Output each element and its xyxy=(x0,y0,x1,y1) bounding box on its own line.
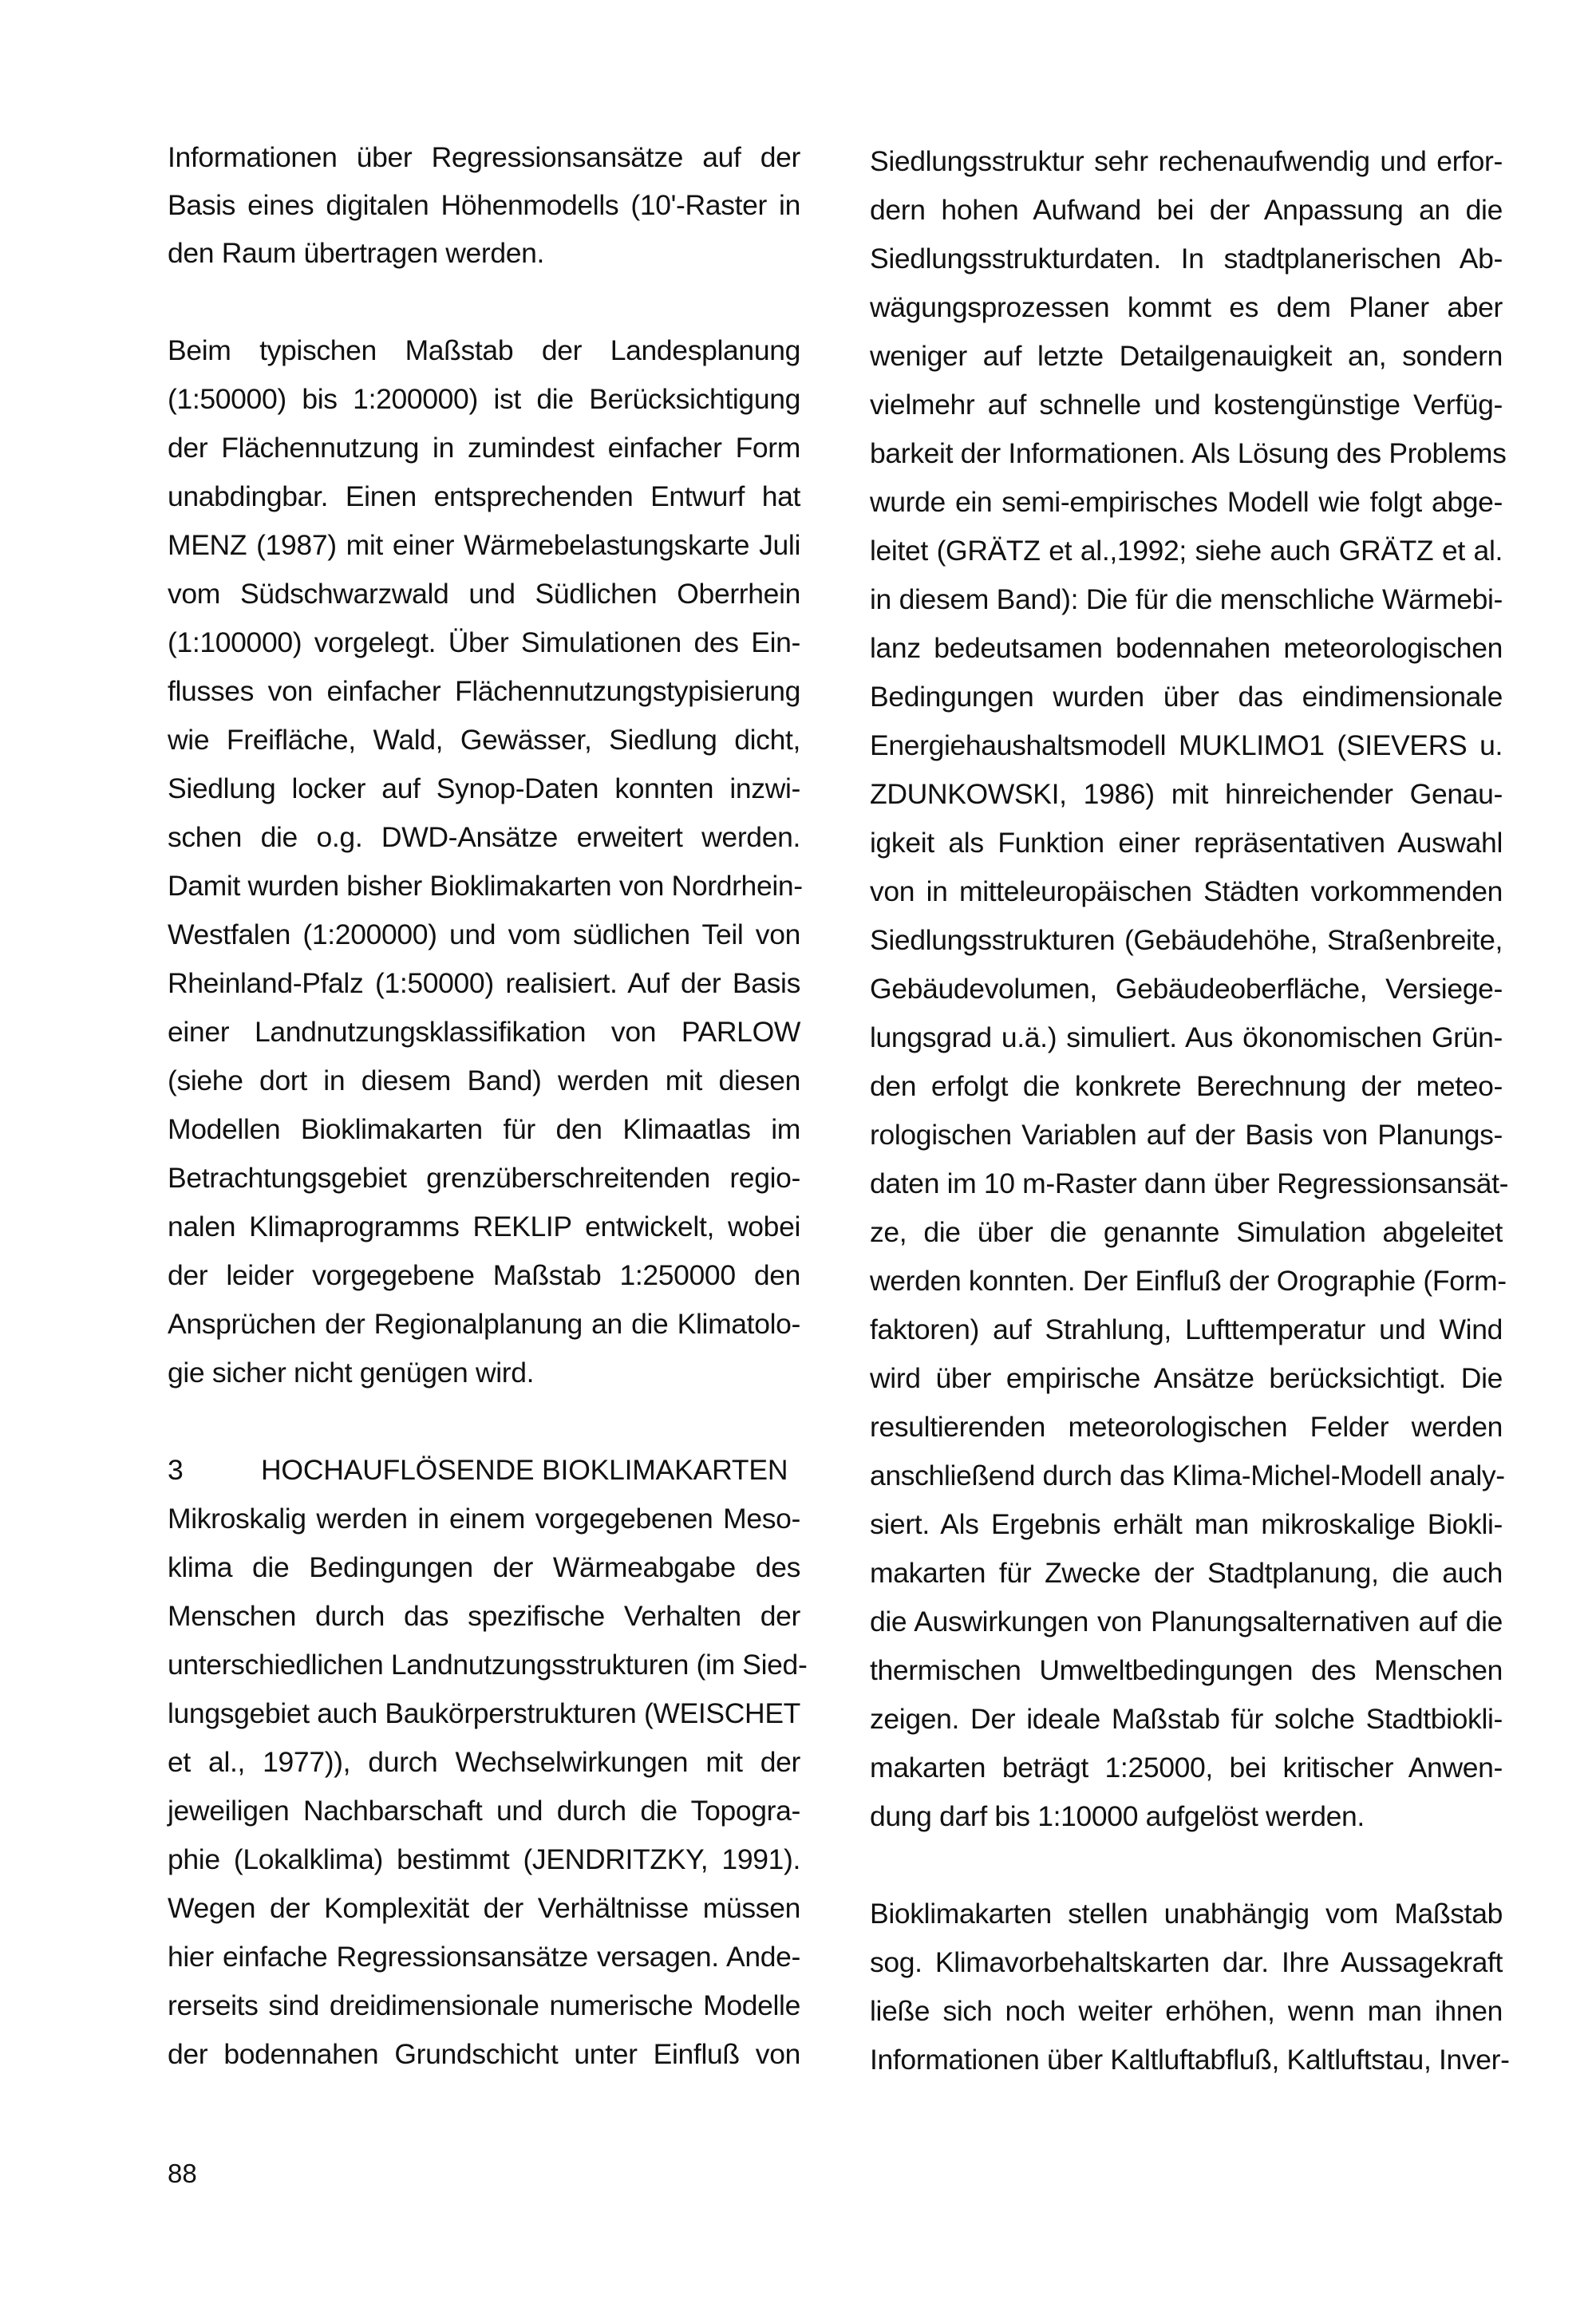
text-line: MENZ (1987) mit einer Wärmebelastungskarte Juli xyxy=(168,529,800,561)
text-line: wägungsprozessen kommt es dem Planer aber xyxy=(870,291,1503,323)
text-line: Damit wurden bisher Bioklimakarten von Nordrhein- xyxy=(168,870,803,902)
text-line: Energiehaushaltsmodell MUKLIMO1 (SIEVERS u. xyxy=(870,729,1503,761)
text-line: nalen Klimaprogramms REKLIP entwickelt, wobei xyxy=(168,1211,800,1242)
text-line: wie Freifläche, Wald, Gewässer, Siedlung dicht, xyxy=(168,724,800,756)
text-line: flusses von einfacher Flächennutzungstypisierung xyxy=(168,675,800,707)
text-line: faktoren) auf Strahlung, Lufttemperatur und Wind xyxy=(870,1314,1503,1345)
text-line: wird über empirische Ansätze berücksichtigt. Die xyxy=(870,1362,1503,1394)
text-line: barkeit der Informationen. Als Lösung des Problems xyxy=(870,437,1507,469)
text-line: Gebäudevolumen, Gebäudeoberfläche, Versiege- xyxy=(870,973,1503,1005)
text-line: leitet (GRÄTZ et al.,1992; siehe auch GRÄTZ et al. xyxy=(870,535,1503,567)
text-line: Siedlungsstrukturdaten. In stadtplanerischen Ab- xyxy=(870,243,1503,275)
text-line: ließe sich noch weiter erhöhen, wenn man ihnen xyxy=(870,1995,1503,2027)
text-line: et al., 1977)), durch Wechselwirkungen mit der xyxy=(168,1746,800,1778)
text-line: unterschiedlichen Landnutzungsstrukturen (im Sied- xyxy=(168,1649,808,1681)
text-line: lanz bedeutsamen bodennahen meteorologischen xyxy=(870,632,1503,664)
text-line: Informationen über Regressionsansätze auf der xyxy=(168,141,800,173)
text-line: klima die Bedingungen der Wärmeabgabe des xyxy=(168,1551,800,1583)
text-line: Mikroskalig werden in einem vorgegebenen Meso- xyxy=(168,1503,800,1535)
section-number: 3 xyxy=(168,1454,184,1486)
text-line: in diesem Band): Die für die menschliche Wärmebi- xyxy=(870,583,1503,615)
text-line: Ansprüchen der Regionalplanung an die Klimatolo- xyxy=(168,1308,800,1340)
text-line: Wegen der Komplexität der Verhältnisse müssen xyxy=(168,1892,800,1924)
text-line: die Auswirkungen von Planungsalternativen auf die xyxy=(870,1606,1503,1637)
text-line: ze, die über die genannte Simulation abgeleitet xyxy=(870,1216,1503,1248)
text-line: der bodennahen Grundschicht unter Einfluß von xyxy=(168,2038,800,2070)
text-line: Siedlungsstruktur sehr rechenaufwendig und erfor- xyxy=(870,145,1503,177)
text-line: Bedingungen wurden über das eindimensionale xyxy=(870,681,1503,713)
text-line: Siedlungsstrukturen (Gebäudehöhe, Straßenbreite, xyxy=(870,924,1503,956)
text-line: Modellen Bioklimakarten für den Klimaatlas im xyxy=(168,1113,800,1145)
text-line: den Raum übertragen werden. xyxy=(168,237,545,269)
text-line: (1:50000) bis 1:200000) ist die Berücksichtigung xyxy=(168,383,800,415)
text-line: dern hohen Aufwand bei der Anpassung an die xyxy=(870,194,1503,226)
text-line: makarten beträgt 1:25000, bei kritischer Anwen- xyxy=(870,1752,1503,1784)
text-line: der Flächennutzung in zumindest einfacher Form xyxy=(168,432,800,464)
text-line: siert. Als Ergebnis erhält man mikroskalige Biokli- xyxy=(870,1508,1503,1540)
text-line: rerseits sind dreidimensionale numerische Modelle xyxy=(168,1989,800,2021)
text-line: von in mitteleuropäischen Städten vorkommenden xyxy=(870,875,1503,907)
text-line: einer Landnutzungsklassifikation von PARLOW xyxy=(168,1016,800,1048)
text-line: werden konnten. Der Einfluß der Orographie (Form- xyxy=(870,1265,1507,1297)
text-line: anschließend durch das Klima-Michel-Modell analy- xyxy=(870,1460,1505,1491)
text-line: rologischen Variablen auf der Basis von Planungs- xyxy=(870,1119,1503,1151)
text-line: daten im 10 m-Raster dann über Regressionsansät- xyxy=(870,1167,1509,1199)
text-line: jeweiligen Nachbarschaft und durch die Topogra- xyxy=(168,1795,800,1827)
text-line: resultierenden meteorologischen Felder werden xyxy=(870,1411,1503,1443)
text-line: der leider vorgegebene Maßstab 1:250000 den xyxy=(168,1259,800,1291)
text-line: ZDUNKOWSKI, 1986) mit hinreichender Genau- xyxy=(870,778,1503,810)
text-line: vom Südschwarzwald und Südlichen Oberrhein xyxy=(168,578,800,610)
text-line: Westfalen (1:200000) und vom südlichen Teil von xyxy=(168,918,800,950)
text-line: Siedlung locker auf Synop-Daten konnten inzwi- xyxy=(168,772,800,804)
text-line: dung darf bis 1:10000 aufgelöst werden. xyxy=(870,1800,1365,1832)
text-line: (1:100000) vorgelegt. Über Simulationen des Ein- xyxy=(168,626,800,658)
text-line: schen die o.g. DWD-Ansätze erweitert werden. xyxy=(168,821,800,853)
text-line: Beim typischen Maßstab der Landesplanung xyxy=(168,334,800,366)
text-line: lungsgrad u.ä.) simuliert. Aus ökonomischen Grün- xyxy=(870,1021,1503,1053)
text-line: weniger auf letzte Detailgenauigkeit an, sondern xyxy=(870,340,1503,372)
text-line: gie sicher nicht genügen wird. xyxy=(168,1357,535,1389)
text-line: Basis eines digitalen Höhenmodells (10'-Raster in xyxy=(168,189,800,221)
text-line: unabdingbar. Einen entsprechenden Entwurf hat xyxy=(168,480,800,512)
text-line: Informationen über Kaltluftabfluß, Kaltluftstau, Inver- xyxy=(870,2044,1510,2076)
text-line: sog. Klimavorbehaltskarten dar. Ihre Aussagekraft xyxy=(870,1946,1503,1978)
text-line: den erfolgt die konkrete Berechnung der meteo- xyxy=(870,1070,1503,1102)
text-line: wurde ein semi-empirisches Modell wie folgt abge- xyxy=(870,486,1503,518)
text-line: Betrachtungsgebiet grenzüberschreitenden regio- xyxy=(168,1162,800,1194)
text-line: hier einfache Regressionsansätze versagen. Ande- xyxy=(168,1941,800,1973)
text-line: Rheinland-Pfalz (1:50000) realisiert. Auf der Basis xyxy=(168,967,800,999)
text-line: makarten für Zwecke der Stadtplanung, die auch xyxy=(870,1557,1503,1589)
page-number: 88 xyxy=(168,2159,197,2188)
text-line: Menschen durch das spezifische Verhalten der xyxy=(168,1600,800,1632)
text-line: vielmehr auf schnelle und kostengünstige Verfüg- xyxy=(870,389,1503,421)
section-heading xyxy=(168,1452,800,1487)
text-line: zeigen. Der ideale Maßstab für solche Stadtbiokli- xyxy=(870,1703,1503,1735)
text-line: thermischen Umweltbedingungen des Menschen xyxy=(870,1654,1503,1686)
text-line: Bioklimakarten stellen unabhängig vom Maßstab xyxy=(870,1898,1503,1930)
text-line: (siehe dort in diesem Band) werden mit diesen xyxy=(168,1065,800,1096)
text-line: igkeit als Funktion einer repräsentativen Auswahl xyxy=(870,827,1503,859)
text-line: lungsgebiet auch Baukörperstrukturen (WEISCHET xyxy=(168,1697,800,1729)
text-line: phie (Lokalklima) bestimmt (JENDRITZKY, 1991). xyxy=(168,1843,800,1875)
section-title: HOCHAUFLÖSENDE BIOKLIMAKARTEN xyxy=(261,1454,788,1486)
